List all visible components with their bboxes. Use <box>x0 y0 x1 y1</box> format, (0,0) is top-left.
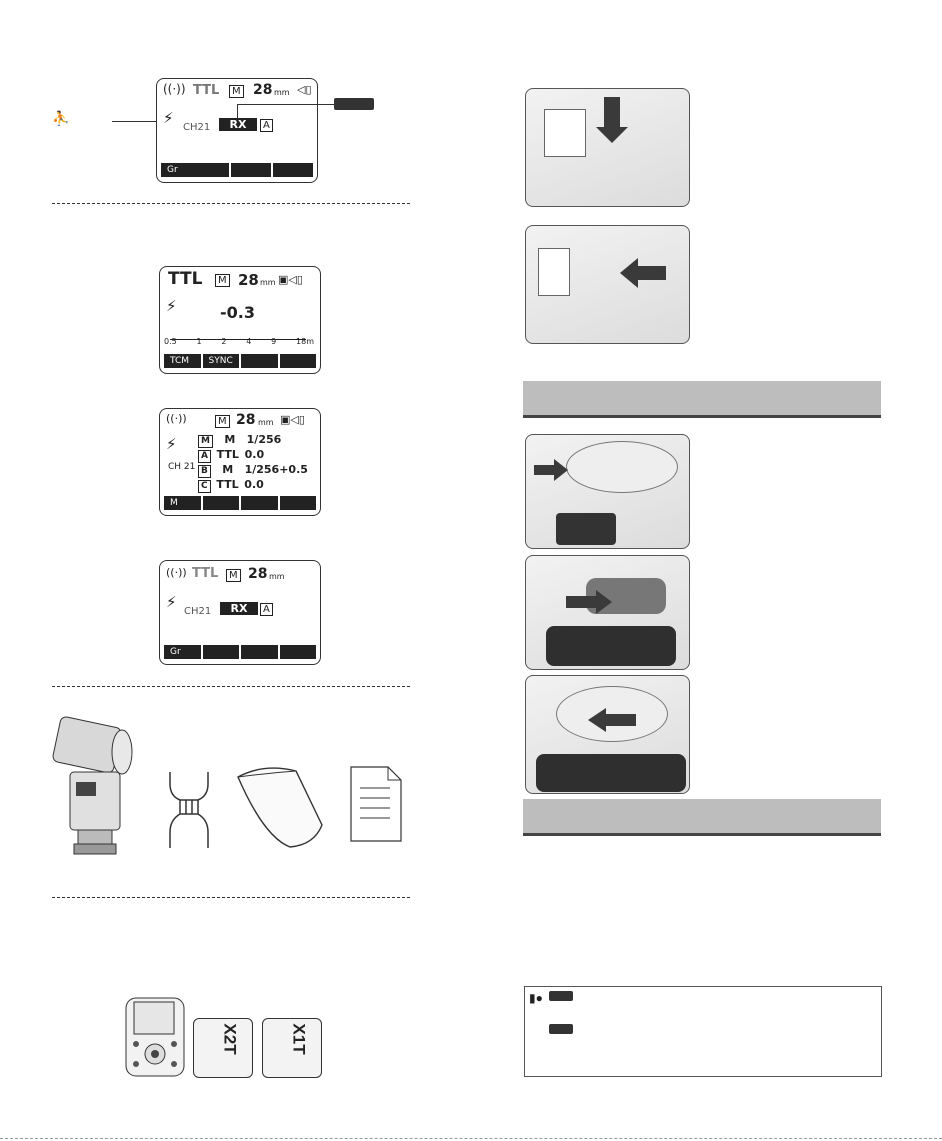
zoom-value: 28 <box>248 566 268 582</box>
xpro-transmitter-icon <box>122 996 188 1080</box>
note-box <box>524 986 882 1077</box>
speaker-battery-icon: ▣◁▯ <box>278 273 303 286</box>
wireless-icon: ((·)) <box>166 412 187 425</box>
group-badge: A <box>260 603 273 616</box>
softkey-2[interactable] <box>203 645 240 659</box>
zoom-unit: mm <box>269 572 285 581</box>
softkey-bar <box>164 496 316 510</box>
callout-line-rx <box>237 104 336 119</box>
lcd-screen-3 <box>159 408 321 516</box>
x1t-transmitter-icon <box>262 1018 322 1078</box>
photo-attach-transmitter-1 <box>525 88 690 207</box>
lcd-screen-2 <box>159 266 321 374</box>
group-row: B M 1/256+0.5 <box>198 463 318 478</box>
softkey-1[interactable]: Gr <box>161 163 229 177</box>
arrow-right <box>534 465 554 475</box>
scale-tick: 2 <box>221 337 227 346</box>
distance-scale-labels <box>164 337 314 346</box>
channel-label: CH21 <box>184 606 212 617</box>
mini-stand-icon <box>162 770 216 850</box>
softkey-bar <box>164 354 316 368</box>
slave-icon: ⚡ <box>166 593 177 611</box>
arrow-left <box>638 266 666 280</box>
softkey-1[interactable]: Gr <box>164 645 201 659</box>
callout-tag <box>334 98 374 110</box>
zoom-mode-badge: M <box>226 569 241 582</box>
zoom-unit: mm <box>274 88 290 97</box>
zoom-mode-badge: M <box>215 415 230 428</box>
softkey-3[interactable] <box>241 496 278 510</box>
softkey-3[interactable] <box>241 645 278 659</box>
lcd-screen-1 <box>156 78 318 183</box>
speaker-battery-icon: ▣◁▯ <box>280 413 305 426</box>
arrow-down <box>604 97 620 127</box>
mode-label: TTL <box>193 83 220 98</box>
softkey-2[interactable] <box>203 496 240 510</box>
softkey-bar <box>161 163 313 177</box>
flash-icon: ⚡ <box>166 297 177 315</box>
mode-label: TTL <box>192 566 219 581</box>
photo-mount-step-1 <box>525 434 690 549</box>
zoom-value: 28 <box>253 82 273 98</box>
lcd-screen-4 <box>159 560 321 665</box>
group-row: M M 1/256 <box>198 433 318 448</box>
mode-label: TTL <box>168 269 203 289</box>
section-separator <box>52 897 410 898</box>
channel-label: CH21 <box>183 122 211 133</box>
photo-mount-step-3 <box>525 675 690 794</box>
softkey-2[interactable]: SYNC <box>203 354 240 368</box>
zoom-mode-badge: M <box>215 274 230 287</box>
fec-value: -0.3 <box>220 303 255 322</box>
x1t-label: X1T <box>289 1023 309 1055</box>
group-row: A TTL 0.0 <box>198 448 318 463</box>
group-badge: A <box>260 119 273 132</box>
flash-unit-icon <box>48 712 138 862</box>
zoom-value: 28 <box>236 412 256 428</box>
note-tag-2 <box>549 1024 573 1034</box>
section-header-bar <box>523 381 881 418</box>
scale-tick: 4 <box>246 337 252 346</box>
wireless-icon: ((·)) <box>163 82 186 96</box>
softkey-bar <box>164 645 316 659</box>
zoom-mode-badge: M <box>229 85 244 98</box>
pouch-icon <box>234 765 326 849</box>
photo-attach-transmitter-2 <box>525 225 690 344</box>
document-icon <box>350 766 402 842</box>
group-rows <box>198 433 318 493</box>
softkey-4[interactable] <box>280 645 317 659</box>
scale-tick: 18m <box>296 337 314 346</box>
arrow-right <box>566 596 596 608</box>
section-separator <box>52 686 410 687</box>
softkey-3[interactable] <box>273 163 313 177</box>
section-header-bar <box>523 799 881 836</box>
zoom-unit: mm <box>258 418 274 427</box>
slave-flash-icon: ⛹ <box>52 110 70 126</box>
group-row: C TTL 0.0 <box>198 478 318 493</box>
softkey-2[interactable] <box>231 163 271 177</box>
note-icon: ▮● <box>529 991 543 1005</box>
softkey-3[interactable] <box>241 354 278 368</box>
x2t-label: X2T <box>220 1023 240 1055</box>
note-tag-1 <box>549 991 573 1001</box>
scale-tick: 9 <box>271 337 277 346</box>
arrow-left <box>606 714 636 726</box>
softkey-1[interactable]: M <box>164 496 201 510</box>
master-icon: ⚡ <box>166 435 177 453</box>
page-bottom-separator <box>0 1138 942 1139</box>
softkey-4[interactable] <box>280 354 317 368</box>
softkey-4[interactable] <box>280 496 317 510</box>
section-separator <box>52 203 410 204</box>
role-badge: RX <box>220 602 258 615</box>
softkey-1[interactable]: TCM <box>164 354 201 368</box>
channel-label: CH 21 <box>168 462 196 472</box>
wireless-icon: ((·)) <box>166 566 187 579</box>
zoom-unit: mm <box>260 278 276 287</box>
scale-tick: 0.5 <box>164 337 177 346</box>
speaker-battery-icon: ◁▯ <box>297 83 312 96</box>
slave-icon: ⚡ <box>163 109 174 127</box>
scale-tick: 1 <box>196 337 202 346</box>
zoom-value: 28 <box>238 271 259 289</box>
role-badge: RX <box>219 118 257 131</box>
photo-mount-step-2 <box>525 555 690 670</box>
callout-line-left <box>112 121 156 122</box>
x2t-transmitter-icon <box>193 1018 253 1078</box>
